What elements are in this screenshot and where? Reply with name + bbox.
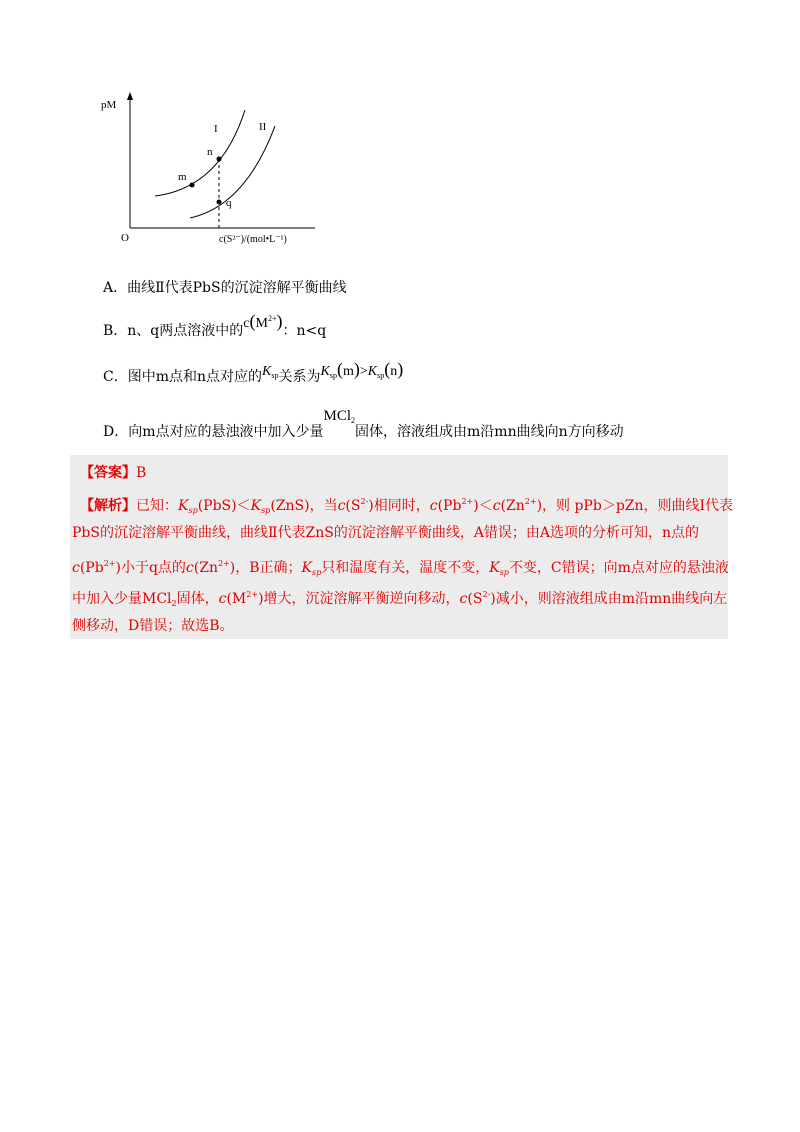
answer-line [80, 464, 146, 482]
point-n-dot [217, 157, 222, 162]
option-c [103, 359, 404, 391]
ksp-k: K [489, 560, 500, 576]
option-d [103, 408, 624, 446]
option-d-formula [324, 407, 356, 430]
answer-label: 【答案】 [80, 465, 136, 481]
analysis-text: (Pb [79, 560, 104, 576]
y-axis-arrow [127, 92, 133, 100]
analysis-line-3 [72, 555, 729, 582]
answer-value: B [136, 465, 147, 481]
option-b-prefix: B．n、q两点溶液中的 [103, 323, 244, 339]
ion-charge: 2+ [524, 497, 537, 506]
conc-c: c [492, 498, 501, 514]
option-c-sp2: sp [329, 371, 337, 380]
ion-charge: 2+ [103, 559, 116, 568]
option-c-k3: K [367, 364, 378, 379]
curve-ii-label: II [259, 121, 267, 133]
y-axis-label: pM [101, 99, 117, 111]
curve-i-label: I [214, 123, 218, 135]
analysis-text: (S [345, 498, 361, 514]
option-d-suffix: 固体，溶液组成由m沿mn曲线向n方向移动 [355, 424, 624, 440]
conc-c: c [185, 560, 194, 576]
option-c-mid: 关系为 [278, 369, 321, 385]
ksp-k: K [178, 498, 189, 514]
option-b-suffix: ：n<q [282, 323, 327, 339]
option-c-prefix: C．图中m点和n点对应的 [103, 369, 263, 385]
analysis-text: (Zn [193, 560, 218, 576]
answer-box [70, 455, 734, 639]
ion-charge: 2- [360, 497, 369, 506]
ksp-sp: sp [261, 506, 271, 515]
option-b-c: c [243, 316, 250, 331]
analysis-text: )，则 pPb＞pZn，则曲线Ⅰ代表 [536, 498, 734, 514]
conc-c: c [72, 560, 80, 576]
analysis-text: (Pb [437, 498, 462, 514]
point-n-label: n [207, 146, 213, 158]
analysis-line-2 [72, 524, 699, 542]
point-q-label: q [226, 197, 232, 209]
analysis-text: )小于q点的 [115, 560, 186, 576]
x-axis-label: c(S²⁻)/(mol•L⁻¹) [219, 234, 287, 245]
analysis-text: )＜ [473, 498, 493, 514]
option-a-text: A．曲线Ⅱ代表PbS的沉淀溶解平衡曲线 [103, 280, 347, 296]
analysis-text: )增大，沉淀溶解平衡逆向移动， [258, 591, 460, 607]
analysis-text: 固体， [176, 591, 219, 607]
conc-c: c [429, 498, 438, 514]
analysis-text: (M [226, 591, 247, 607]
analysis-line-5 [72, 617, 234, 635]
option-c-k: K [262, 364, 272, 379]
option-b-expression: $c(M^{2+})$ [243, 311, 283, 331]
graph-svg [95, 88, 335, 248]
ksp-sp: sp [188, 506, 198, 515]
curve-i [155, 110, 245, 196]
option-c-sp3: sp [377, 371, 385, 380]
point-q-dot [217, 200, 222, 205]
option-d-mcl: MCl [323, 408, 352, 424]
analysis-text: )相同时， [368, 498, 430, 514]
analysis-text: 不变，C错误；向m点对应的悬浊液 [508, 560, 729, 576]
analysis-text: )减小，则溶液组成由m沿mn曲线向左 [490, 591, 728, 607]
option-c-gt: > [359, 364, 368, 379]
analysis-text: (Zn [500, 498, 525, 514]
option-b [103, 311, 327, 341]
ksp-k: K [301, 560, 312, 576]
ion-charge: 2+ [217, 559, 230, 568]
option-d-mcl-sub: 2 [351, 416, 356, 425]
option-c-ksp [262, 363, 278, 385]
option-d-prefix: D．向m点对应的悬浊液中加入少量 [103, 424, 324, 440]
analysis-text: 已知： [136, 498, 178, 514]
analysis-text: (S [467, 591, 483, 607]
analysis-text: (PbS)＜ [197, 498, 251, 514]
option-c-relation: $K_{sp}(m)>K_{sp}(n)$ [320, 359, 404, 380]
analysis-text: PbS的沉淀溶解平衡曲线，曲线Ⅱ代表ZnS的沉淀溶解平衡曲线，A错误；由A选项的分析可知，n点的 [72, 525, 700, 541]
option-c-k2: K [320, 364, 330, 379]
ksp-k: K [250, 498, 262, 514]
ksp-sp: sp [499, 568, 509, 577]
option-a [103, 279, 347, 297]
analysis-line-4 [72, 586, 727, 613]
ksp-graph [95, 88, 335, 248]
conc-c: c [218, 591, 227, 607]
conc-c: c [337, 498, 346, 514]
point-m-dot [190, 183, 195, 188]
option-c-n: n [390, 364, 398, 379]
analysis-text: (ZnS)，当 [270, 498, 338, 514]
formula-sub: 2 [171, 599, 177, 608]
ion-charge: 2+ [461, 497, 474, 506]
option-b-ion: M [255, 316, 268, 331]
ksp-sp: sp [312, 568, 322, 577]
analysis-text: 只和温度有关，温度不变， [321, 560, 490, 576]
analysis-text: )，B正确； [229, 560, 302, 576]
point-m-label: m [178, 171, 187, 183]
option-b-charge: 2+ [267, 314, 277, 323]
ion-charge: 2- [482, 590, 491, 599]
origin-label: O [121, 232, 129, 244]
analysis-text: 中加入少量MCl [72, 591, 172, 607]
ion-charge: 2+ [246, 590, 259, 599]
conc-c: c [459, 591, 468, 607]
analysis-text: 侧移动，D错误；故选B。 [72, 618, 234, 634]
analysis-label: 【解析】 [80, 498, 136, 514]
analysis-line-1 [80, 493, 733, 520]
option-c-sp: sp [271, 371, 279, 380]
option-c-m: m [342, 364, 354, 379]
